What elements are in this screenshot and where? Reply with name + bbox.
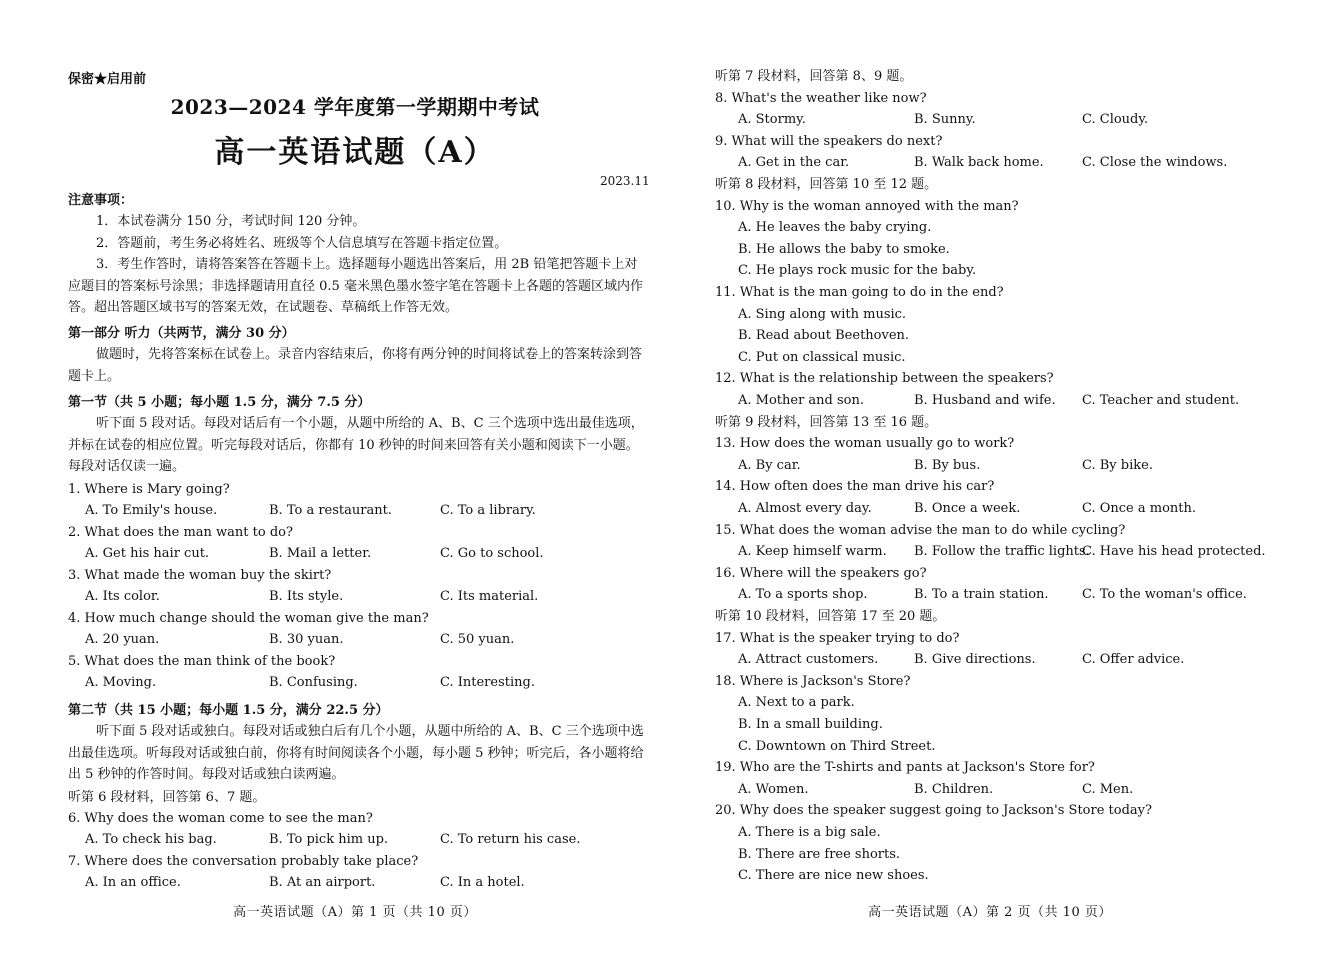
section2-instructions: 听下面 5 段对话或独白。每段对话或独白后有几个小题，从题中所给的 A、B、C 三个选项中选出最佳选项。听每段对话或独白前，你将有时间阅读各个小题，每小题 5 秒钟；听完后，各小题将给出 5 秒钟的作答时间。每段对话或独白读两遍。 [68, 724, 644, 782]
option: A. Next to a park. [738, 695, 855, 711]
option-c: C. Have his head protected. [1082, 544, 1266, 560]
question: 12. What is the relationship between the speakers? [715, 371, 1054, 387]
main-title: 高一英语试题（A） [214, 135, 496, 170]
option-a: A. To Emily's house. [85, 503, 218, 518]
page-1-footer: 高一英语试题（A）第 1 页（共 10 页） [233, 905, 477, 920]
part1-heading: 第一部分 听力（共两节，满分 30 分） [68, 326, 295, 341]
option-a: A. By car. [738, 457, 801, 473]
option: A. He leaves the baby crying. [738, 220, 932, 236]
option-a: A. Get his hair cut. [85, 546, 210, 561]
option-c: C. In a hotel. [440, 875, 525, 890]
option-b: B. Husband and wife. [914, 393, 1056, 408]
option: B. He allows the baby to smoke. [738, 241, 950, 257]
option-a: A. Almost every day. [738, 501, 872, 516]
confidential-label: 保密★启用前 [68, 72, 147, 87]
page-2-footer: 高一英语试题（A）第 2 页（共 10 页） [868, 905, 1112, 920]
option-c: C. To a library. [440, 503, 536, 518]
option-a: A. Women. [738, 781, 809, 797]
option-a: A. Its color. [85, 589, 160, 604]
option: C. There are nice new shoes. [738, 868, 929, 884]
material-6-label: 听第 6 段材料，回答第 6、7 题。 [68, 790, 266, 805]
option-c: C. To the woman's office. [1082, 587, 1247, 603]
option-b: B. Confusing. [269, 675, 358, 690]
option: B. In a small building. [738, 717, 883, 732]
option-a: A. Keep himself warm. [738, 544, 887, 560]
option: B. There are free shorts. [738, 846, 901, 862]
option-c: C. Interesting. [440, 675, 535, 690]
section2-heading: 第二节（共 15 小题；每小题 1.5 分，满分 22.5 分） [68, 703, 389, 718]
option-b: B. To pick him up. [269, 832, 389, 847]
note-2: 2．答题前，考生务必将姓名、班级等个人信息填写在答题卡指定位置。 [96, 236, 508, 251]
option-b: B. Give directions. [914, 652, 1036, 668]
option-c: C. Go to school. [440, 546, 544, 561]
material-label: 听第 9 段材料，回答第 13 至 16 题。 [715, 414, 938, 430]
note-1: 1．本试卷满分 150 分，考试时间 120 分钟。 [96, 214, 366, 229]
option-c: C. To return his case. [440, 832, 581, 847]
question-7: 7. Where does the conversation probably take place? [68, 854, 419, 869]
question-6: 6. Why does the woman come to see the man? [68, 811, 373, 826]
option-b: B. At an airport. [269, 875, 376, 890]
question-1: 1. Where is Mary going? [68, 482, 230, 497]
option-b: B. Once a week. [914, 501, 1021, 516]
notes-heading: 注意事项： [68, 193, 134, 208]
option-c: C. Cloudy. [1082, 112, 1149, 128]
option-a: A. Mother and son. [738, 393, 865, 408]
question-3: 3. What made the woman buy the skirt? [68, 568, 332, 583]
option: A. Sing along with music. [738, 306, 907, 322]
option-a: A. Get in the car. [738, 155, 850, 171]
option-b: B. Follow the traffic lights. [914, 544, 1090, 560]
option-a: A. Moving. [85, 675, 157, 690]
option-c: C. Once a month. [1082, 501, 1197, 516]
option-c: C. Its material. [440, 589, 539, 604]
question-4: 4. How much change should the woman give the man? [68, 611, 429, 626]
question: 11. What is the man going to do in the end? [715, 285, 1004, 300]
section1-instructions: 听下面 5 段对话。每段对话后有一个小题，从题中所给的 A、B、C 三个选项中选出最佳选项，并标在试卷的相应位置。听完每段对话后，你都有 10 秒钟的时间来回答有关小题和阅读下一小题。每段对话仅读一遍。 [68, 416, 644, 474]
note-3: 3．考生作答时，请将答案答在答题卡上。选择题每小题选出答案后，用 2B 铅笔把答题卡上对应题目的答案标号涂黑；非选择题请用直径 0.5 毫米黑色墨水签字笔在答题卡上各题的答题区域内作答。超出答题区域书写的答案无效，在试题卷、草稿纸上作答无效。 [68, 257, 643, 315]
option-c: C. Men. [1082, 781, 1134, 797]
exam-date: 2023.11 [600, 174, 650, 188]
page-2 [660, 0, 1320, 980]
option-a: A. To check his bag. [85, 832, 217, 847]
question-2: 2. What does the man want to do? [68, 525, 293, 540]
option-c: C. 50 yuan. [440, 632, 515, 647]
option-b: B. 30 yuan. [269, 632, 344, 647]
option: C. Put on classical music. [738, 349, 906, 365]
option-a: A. 20 yuan. [85, 632, 160, 647]
question: 18. Where is Jackson's Store? [715, 673, 911, 689]
option: B. Read about Beethoven. [738, 328, 910, 344]
section1-heading: 第一节（共 5 小题；每小题 1.5 分，满分 7.5 分） [68, 395, 371, 410]
option: A. There is a big sale. [738, 825, 881, 840]
question: 8. What's the weather like now? [715, 90, 927, 106]
question: 10. Why is the woman annoyed with the man? [715, 198, 1019, 214]
question: 16. Where will the speakers go? [715, 565, 927, 581]
option-b: B. Children. [914, 781, 994, 797]
option: C. Downtown on Third Street. [738, 738, 936, 754]
option-c: C. By bike. [1082, 457, 1153, 473]
material-label: 听第 8 段材料，回答第 10 至 12 题。 [715, 177, 938, 192]
option-a: A. To a sports shop. [738, 587, 868, 603]
question: 20. Why does the speaker suggest going to Jackson's Store today? [715, 803, 1152, 819]
question: 9. What will the speakers do next? [715, 133, 943, 149]
option-a: A. Attract customers. [738, 652, 879, 668]
option-c: C. Close the windows. [1082, 155, 1228, 171]
option-c: C. Offer advice. [1082, 652, 1185, 668]
option-b: B. By bus. [914, 457, 981, 473]
option-b: B. Its style. [269, 589, 344, 604]
question: 15. What does the woman advise the man to do while cycling? [715, 522, 1126, 538]
part1-instructions: 做题时，先将答案标在试卷上。录音内容结束后，你将有两分钟的时间将试卷上的答案转涂到答题卡上。 [68, 347, 643, 384]
material-label: 听第 10 段材料，回答第 17 至 20 题。 [715, 609, 946, 624]
option-a: A. In an office. [85, 875, 181, 890]
option-c: C. Teacher and student. [1082, 393, 1240, 408]
option-b: B. Walk back home. [914, 155, 1044, 171]
option-b: B. Mail a letter. [269, 546, 372, 561]
question: 19. Who are the T-shirts and pants at Jackson's Store for? [715, 760, 1095, 776]
material-label: 听第 7 段材料，回答第 8、9 题。 [715, 69, 913, 84]
question: 17. What is the speaker trying to do? [715, 630, 960, 646]
option-b: B. Sunny. [914, 112, 976, 128]
option-b: B. To a train station. [914, 587, 1049, 603]
exam-title: 2023—2024 学年度第一学期期中考试 [170, 95, 540, 119]
option: C. He plays rock music for the baby. [738, 263, 977, 279]
option-a: A. Stormy. [738, 112, 806, 128]
question: 13. How does the woman usually go to work? [715, 436, 1015, 452]
option-b: B. To a restaurant. [269, 503, 392, 518]
question-5: 5. What does the man think of the book? [68, 654, 336, 669]
question: 14. How often does the man drive his car? [715, 479, 995, 495]
